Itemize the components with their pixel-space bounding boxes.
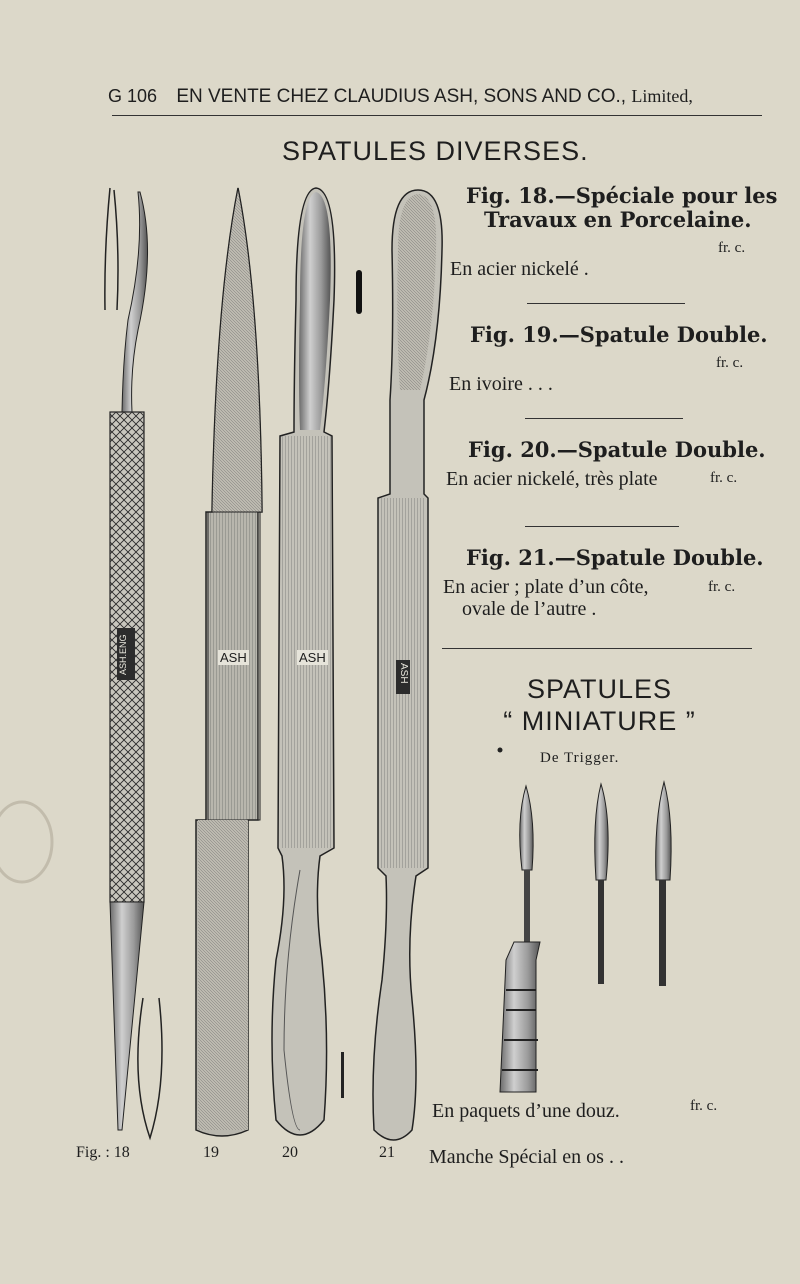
fig-18-heading-2: Travaux en Porcelaine. [484,207,752,232]
fig-21-price-label: fr. c. [708,579,736,595]
header-rule [112,115,762,116]
divider [525,526,679,527]
fig-18-price-label: fr. c. [718,240,746,256]
fig-21-description: En acier ; plate d’un côte, [443,576,649,598]
fig-21-description-2: ovale de l’autre . [462,598,597,620]
fig-label-21: 21 [379,1144,395,1161]
fig-18-description: En acier nickelé . [450,258,589,280]
fig-20-price-label: fr. c. [710,470,738,486]
divider [525,418,683,419]
fig-18-mark: ASH.ENG [118,634,128,676]
fig-20-description: En acier nickelé, très plate [446,468,658,490]
fig-label-19: 19 [203,1144,219,1161]
fig-19-heading: Fig. 19.—Spatule Double. [470,322,768,347]
miniature-item-1: En paquets d’une douz. [432,1100,620,1122]
miniature-subtitle: De Trigger. [540,750,620,766]
fig-21-heading: Fig. 21.—Spatule Double. [466,545,764,570]
divider [527,303,685,304]
header-text: EN VENTE CHEZ CLAUDIUS ASH, SONS AND CO., [176,86,627,107]
fig-18-heading: Fig. 18.—Spéciale pour les [466,183,778,208]
fig-20-mark: ASH [299,650,326,665]
fig-label-18: Fig. : 18 [76,1144,130,1161]
fig-19-mark: ASH [220,650,247,665]
miniature-title: SPATULES [526,674,673,704]
fig-19-price-label: fr. c. [716,355,744,371]
header-suffix: Limited, [631,86,693,106]
fig-20-heading: Fig. 20.—Spatule Double. [468,437,766,462]
fig-21-mark: ASH [398,663,409,684]
page-number: G 106 [108,86,158,106]
page-header [108,86,763,108]
miniature-price-label: fr. c. [690,1098,718,1114]
fig-19-description: En ivoire . . . [449,373,553,395]
section-rule [442,648,752,649]
miniature-item-2: Manche Spécial en os . . [429,1146,624,1168]
miniature-title-2: “ MINIATURE ” [503,706,696,736]
miniature-spatulas [500,782,671,1092]
page-title: SPATULES DIVERSES. [282,136,589,166]
fig-label-20: 20 [282,1144,298,1161]
